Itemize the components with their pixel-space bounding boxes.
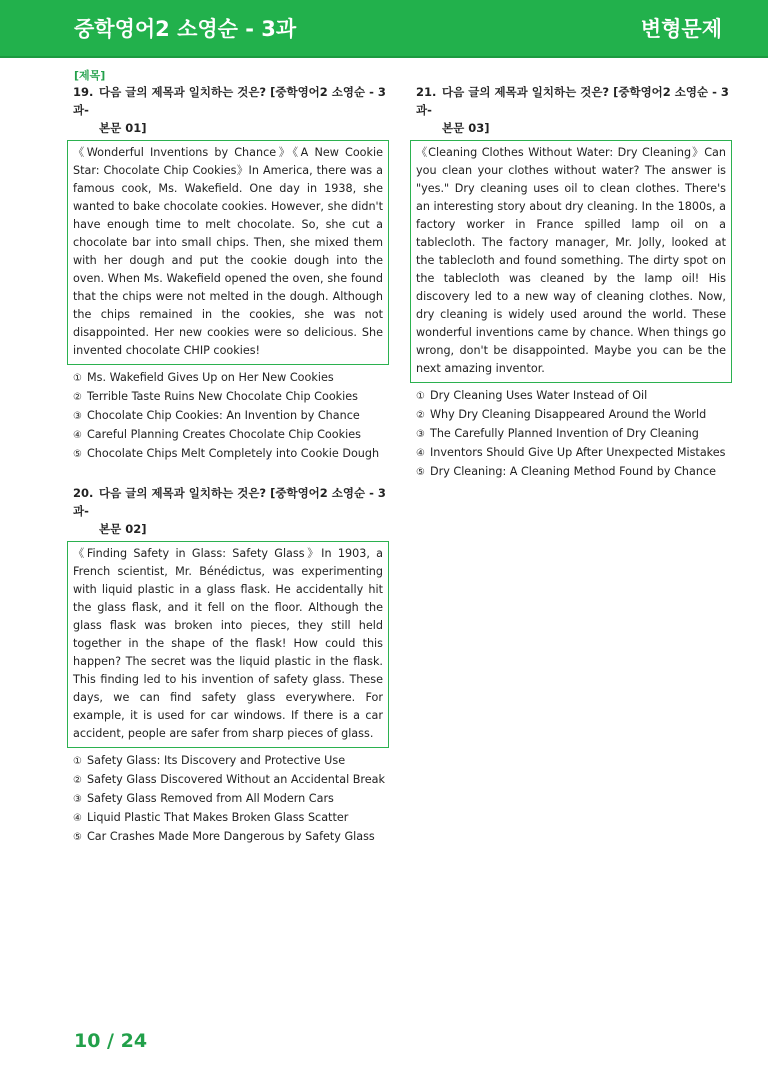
passage-box: 《Cleaning Clothes Without Water: Dry Cleaning》Can you clean your clothes without water? The answer is "yes." Dry cleaning uses oil to clean clothes. There's an interesting story about dry cleaning. In the 1800s, a factory worker in France spilled lamp oil on a tablecloth. The factory manager, Mr. Jolly, looked at the tablecloth and found something. The dirty spot on the tablecloth was cleaned by the lamp oil! His discovery led to a new way of cleaning clothes. Now, dry cleaning is widely used around the world. These wonderful inventions came by chance. When things go wrong, don't be disappointed. Maybe you can be the next amazing inventor.: [410, 140, 732, 383]
option-marker: ②: [416, 410, 425, 421]
option-marker: ⑤: [73, 449, 82, 460]
answer-options: [67, 752, 389, 847]
question-20: [67, 484, 389, 847]
option[interactable]: [73, 426, 389, 445]
option-marker: ③: [73, 794, 82, 805]
option[interactable]: [73, 388, 389, 407]
passage-box: 《Wonderful Inventions by Chance》《A New Cookie Star: Chocolate Chip Cookies》In America, there was a famous cook, Ms. Wakefield. One day in 1938, she wanted to bake chocolate cookies. However, she didn't have enough time to melt chocolate. So, she cut a chocolate bar into small chips. Then, she mixed them with her dough and put the cookie dough into the oven. When Ms. Wakefield opened the oven, she found that the chips were not melted in the dough. Although the chips remained in the cookies, she was not disappointed. Her new cookies were so delicious. She invented chocolate CHIP cookies!: [67, 140, 389, 365]
option[interactable]: [73, 828, 389, 847]
option[interactable]: [416, 463, 732, 482]
option-marker: ②: [73, 392, 82, 403]
question-prompt: 다음 글의 제목과 일치하는 것은? [중학영어2 소영순 - 3과-: [73, 486, 386, 518]
option-text: Dry Cleaning Uses Water Instead of Oil: [430, 389, 648, 402]
question-heading: [410, 83, 732, 137]
option-marker: ①: [416, 391, 425, 402]
option-marker: ④: [416, 448, 425, 459]
page-number: 10 / 24: [74, 1030, 148, 1052]
option-text: Safety Glass Discovered Without an Accidental Break: [87, 773, 386, 786]
option[interactable]: [73, 445, 389, 464]
question-heading: [67, 484, 389, 538]
option[interactable]: [73, 790, 389, 809]
option[interactable]: [73, 771, 389, 790]
question-number: 19.: [73, 85, 94, 99]
question-21: [410, 83, 732, 482]
question-19: [67, 83, 389, 464]
option[interactable]: [73, 752, 389, 771]
option[interactable]: [416, 406, 732, 425]
option-text: Careful Planning Creates Chocolate Chip Cookies: [87, 428, 361, 441]
option-marker: ③: [73, 411, 82, 422]
option[interactable]: [73, 369, 389, 388]
option-marker: ⑤: [416, 467, 425, 478]
option-text: Car Crashes Made More Dangerous by Safety Glass: [87, 830, 375, 843]
question-number: 21.: [416, 85, 437, 99]
option[interactable]: [73, 809, 389, 828]
question-source: 본문 03]: [442, 121, 490, 135]
option-text: Terrible Taste Ruins New Chocolate Chip Cookies: [87, 390, 358, 403]
option-text: Why Dry Cleaning Disappeared Around the World: [430, 408, 707, 421]
question-heading: [67, 83, 389, 137]
option-text: Dry Cleaning: A Cleaning Method Found by Chance: [430, 465, 716, 478]
option-marker: ①: [73, 373, 82, 384]
passage-box: 《Finding Safety in Glass: Safety Glass》In 1903, a French scientist, Mr. Bénédictus, was experimenting with liquid plastic in a glass flask. He accidentally hit the glass flask, and it fell on the floor. Although the glass flask was broken into pieces, they still held together in the shape of the flask! How could this happen? The secret was the liquid plastic in the flask. This finding led to his invention of safety glass. These days, we can find safety glass everywhere. For example, it is used for car windows. If there is a car accident, people are safer from sharp pieces of glass.: [67, 541, 389, 748]
right-column: [410, 83, 732, 502]
option-marker: ④: [73, 813, 82, 824]
option[interactable]: [416, 387, 732, 406]
option-marker: ②: [73, 775, 82, 786]
page-header: [0, 0, 768, 58]
option-text: Safety Glass: Its Discovery and Protective Use: [87, 754, 346, 767]
option-marker: ③: [416, 429, 425, 440]
question-number: 20.: [73, 486, 94, 500]
option-text: The Carefully Planned Invention of Dry Cleaning: [430, 427, 699, 440]
section-label: [제목]: [74, 69, 106, 82]
option-marker: ①: [73, 756, 82, 767]
left-column: [67, 83, 389, 867]
option-text: Chocolate Chip Cookies: An Invention by Chance: [87, 409, 360, 422]
option-marker: ④: [73, 430, 82, 441]
question-prompt: 다음 글의 제목과 일치하는 것은? [중학영어2 소영순 - 3과-: [73, 85, 386, 117]
option-text: Inventors Should Give Up After Unexpected Mistakes: [430, 446, 726, 459]
question-source: 본문 01]: [99, 121, 147, 135]
answer-options: [67, 369, 389, 464]
option[interactable]: [416, 425, 732, 444]
option-text: Liquid Plastic That Makes Broken Glass Scatter: [87, 811, 349, 824]
option-text: Chocolate Chips Melt Completely into Cookie Dough: [87, 447, 380, 460]
worksheet-title: 중학영어2 소영순 - 3과: [74, 17, 297, 41]
option[interactable]: [73, 407, 389, 426]
question-prompt: 다음 글의 제목과 일치하는 것은? [중학영어2 소영순 - 3과-: [416, 85, 729, 117]
option-text: Safety Glass Removed from All Modern Cars: [87, 792, 334, 805]
answer-options: [410, 387, 732, 482]
option[interactable]: [416, 444, 732, 463]
worksheet-type: 변형문제: [640, 17, 722, 41]
option-text: Ms. Wakefield Gives Up on Her New Cookies: [87, 371, 334, 384]
option-marker: ⑤: [73, 832, 82, 843]
question-source: 본문 02]: [99, 522, 147, 536]
